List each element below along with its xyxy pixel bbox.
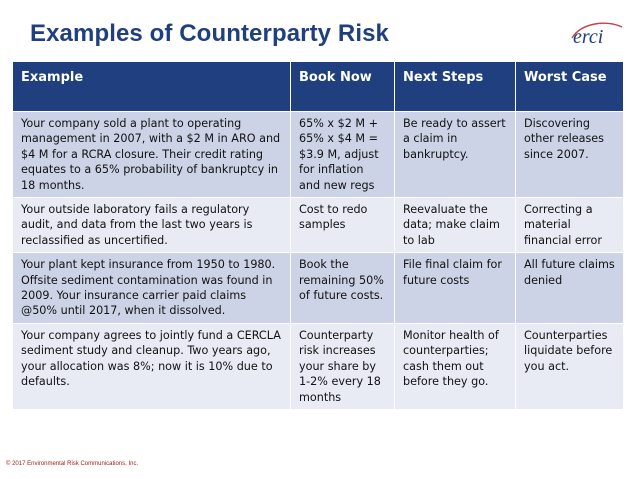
risk-table — [12, 61, 624, 410]
header-worst-case: Worst Case — [516, 62, 624, 112]
cell-example: Your outside laboratory fails a regulatory audit, and data from the last two years is reclassified as uncertified. — [13, 198, 291, 253]
header-next-steps: Next Steps — [395, 62, 516, 112]
erci-logo-icon — [568, 18, 626, 46]
table-row — [13, 323, 624, 409]
cell-book-now: Cost to redo samples — [291, 198, 395, 253]
logo-text: erci — [573, 26, 604, 46]
cell-book-now: Book the remaining 50% of future costs. — [291, 253, 395, 324]
table-header-row — [13, 62, 624, 112]
table-row — [13, 112, 624, 198]
cell-example: Your plant kept insurance from 1950 to 1980. Offsite sediment contamination was found in 2009. Your insurance carrier paid claims @50% until 2017, when it dissolved. — [13, 253, 291, 324]
copyright-footer: © 2017 Environmental Risk Communications, Inc. — [6, 461, 139, 467]
cell-example: Your company agrees to jointly fund a CERCLA sediment study and cleanup. Two years ago, your allocation was 8%; now it is 10% due to defaults. — [13, 323, 291, 409]
cell-worst-case: Correcting a material financial error — [516, 198, 624, 253]
cell-next-steps: File final claim for future costs — [395, 253, 516, 324]
table-row — [13, 198, 624, 253]
cell-next-steps: Monitor health of counterparties; cash them out before they go. — [395, 323, 516, 409]
cell-book-now: 65% x $2 M + 65% x $4 M = $3.9 M, adjust for inflation and new regs — [291, 112, 395, 198]
header-book-now: Book Now — [291, 62, 395, 112]
cell-worst-case: Discovering other releases since 2007. — [516, 112, 624, 198]
cell-example: Your company sold a plant to operating management in 2007, with a $2 M in ARO and $4 M for a RCRA closure. Their credit rating equates to a 65% probability of bankruptcy in 18 months. — [13, 112, 291, 198]
cell-worst-case: Counterparties liquidate before you act. — [516, 323, 624, 409]
cell-worst-case: All future claims denied — [516, 253, 624, 324]
erci-logo — [568, 18, 626, 46]
table-row — [13, 253, 624, 324]
cell-next-steps: Reevaluate the data; make claim to lab — [395, 198, 516, 253]
slide-title: Examples of Counterparty Risk — [30, 20, 389, 47]
header-example: Example — [13, 62, 291, 112]
cell-book-now: Counterparty risk increases your share by 1-2% every 18 months — [291, 323, 395, 409]
cell-next-steps: Be ready to assert a claim in bankruptcy. — [395, 112, 516, 198]
